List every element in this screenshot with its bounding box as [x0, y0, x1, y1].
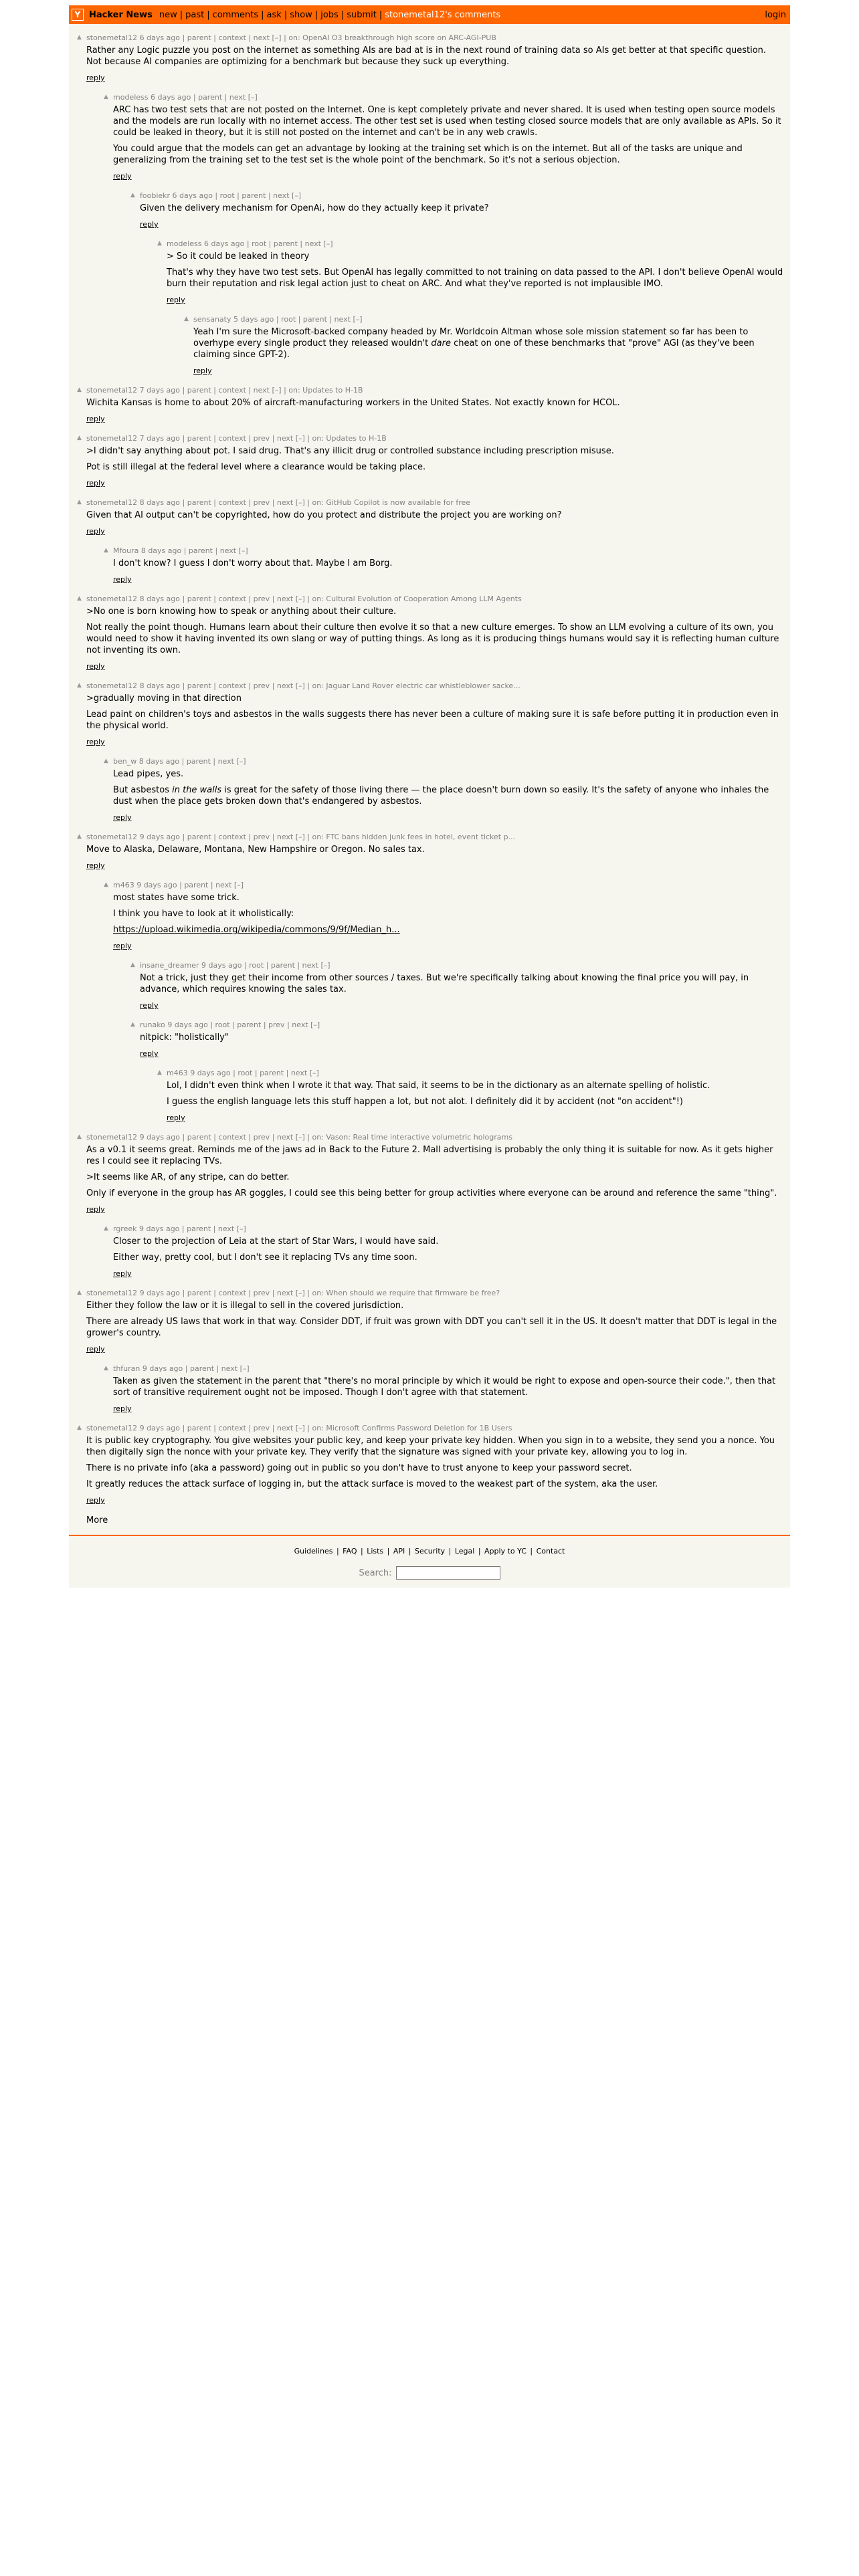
comment-text: That's why they have two test sets. But OpenAI has legally committed to not training on data passed to the API. I don't believe OpenAI would burn their reputation and risk legal action just to cheat on ARC. And what they've reported is not implausible IMO.	[167, 267, 783, 289]
comment	[69, 1133, 790, 1215]
nav-link[interactable]: stonemetal12's comments	[385, 9, 501, 20]
upvote-arrow-icon[interactable]: ▲	[130, 192, 135, 199]
comment-text: Either they follow the law or it is illegal to sell in the covered jurisdiction.	[86, 1301, 404, 1311]
comment-text: ARC has two test sets that are not posted on the Internet. One is kept completely private and never shared. It is used when testing open source models and the models are run locally with no internet access. The other test set is used when testing closed source models that are only available as APIs. So it could be leaked in theory, but it is still not posted on the internet and can't be in any web crawls.	[113, 105, 781, 138]
comment-meta[interactable]: modeless 6 days ago | parent | next [–]	[113, 93, 258, 102]
comment-text: As a v0.1 it seems great. Reminds me of the jaws ad in Back to the Future 2. Mall advertising is probably the only thing it is suitable for now. As it gets higher res I could see it replacing TVs.	[86, 1145, 773, 1166]
comment	[69, 191, 790, 230]
footer-separator: |	[527, 1547, 535, 1555]
upvote-arrow-icon[interactable]: ▲	[77, 1289, 82, 1296]
upvote-arrow-icon[interactable]: ▲	[130, 962, 135, 968]
upvote-arrow-icon[interactable]: ▲	[77, 1134, 82, 1140]
upvote-arrow-icon[interactable]: ▲	[77, 499, 82, 506]
footer-separator: |	[476, 1547, 484, 1555]
search-row	[69, 1566, 790, 1580]
reply-link[interactable]: reply	[167, 1113, 185, 1122]
comment-text: most states have some trick.	[113, 893, 240, 903]
comment	[69, 93, 790, 182]
comment	[69, 33, 790, 84]
comment-text: Given the delivery mechanism for OpenAi, how do they actually keep it private?	[140, 203, 489, 213]
comment-meta[interactable]: sensanaty 5 days ago | root | parent | next [–]	[193, 315, 363, 324]
upvote-arrow-icon[interactable]: ▲	[104, 94, 108, 100]
comment-meta[interactable]: stonemetal12 6 days ago | parent | context | next [–] | on: OpenAI O3 breakthrough high score on ARC-AGI-PUB	[86, 33, 496, 42]
comment-meta[interactable]: stonemetal12 8 days ago | parent | context | prev | next [–] | on: Cultural Evolution of Cooperation Among LLM Agents	[86, 595, 522, 603]
comment-text: nitpick: "holistically"	[140, 1033, 229, 1043]
upvote-arrow-icon[interactable]: ▲	[104, 1225, 108, 1232]
comment-text: It greatly reduces the attack surface of logging in, but the attack surface is moved to the weakest part of the system, aka the user.	[86, 1479, 658, 1489]
comment-meta[interactable]: stonemetal12 9 days ago | parent | context | prev | next [–] | on: When should we require that firmware be free?	[86, 1289, 500, 1297]
footer-link[interactable]: Apply to YC	[484, 1547, 527, 1555]
comment	[69, 315, 790, 377]
reply-link[interactable]: reply	[140, 1001, 159, 1010]
comment-meta[interactable]: runako 9 days ago | root | parent | prev | next [–]	[140, 1021, 320, 1029]
footer-link[interactable]: FAQ	[343, 1547, 357, 1555]
comment-list	[69, 24, 790, 1506]
upvote-arrow-icon[interactable]: ▲	[157, 240, 162, 247]
comment	[69, 498, 790, 537]
comment-text: Either way, pretty cool, but I don't see it replacing TVs any time soon.	[113, 1253, 417, 1263]
comment	[69, 1424, 790, 1506]
nav-link[interactable]: show	[290, 9, 312, 20]
footer-link[interactable]: Guidelines	[294, 1547, 333, 1555]
reply-link[interactable]: reply	[86, 479, 105, 488]
comment-meta[interactable]: stonemetal12 8 days ago | parent | context | prev | next [–] | on: GitHub Copilot is now available for free	[86, 498, 471, 507]
comment-text: I don't know? I guess I don't worry about that. Maybe I am Borg.	[113, 558, 393, 568]
comment-text: >I didn't say anything about pot. I said drug. That's any illicit drug or controlled substance including prescription misuse.	[86, 446, 614, 456]
comment	[69, 961, 790, 1011]
comment-text: I guess the english language lets this stuff happen a lot, but not alot. I definitely did it by accident (not "on accident"!)	[167, 1097, 683, 1107]
reply-link[interactable]: reply	[113, 172, 132, 181]
comment-text: Move to Alaska, Delaware, Montana, New Hampshire or Oregon. No sales tax.	[86, 845, 425, 855]
comment-meta[interactable]: thfuran 9 days ago | parent | next [–]	[113, 1364, 250, 1373]
upvote-arrow-icon[interactable]: ▲	[77, 387, 82, 393]
more-link[interactable]: More	[86, 1515, 108, 1525]
comment-text: Not really the point though. Humans learn about their culture then evolve it so that a new culture emerges. To show an LLM evolving a culture of its own, you would need to show it having invented its own slang or way of putting things. As long as it is producing things humans would say it is reflecting human culture not inventing its own.	[86, 623, 779, 655]
reply-link[interactable]: reply	[86, 1345, 105, 1354]
nav-link[interactable]: ask	[266, 9, 282, 20]
comment	[69, 1364, 790, 1414]
footer-links	[69, 1547, 790, 1555]
reply-link[interactable]: reply	[86, 662, 105, 671]
footer-link[interactable]: API	[393, 1547, 405, 1555]
nav-link[interactable]: past	[185, 9, 205, 20]
comment-meta[interactable]: stonemetal12 9 days ago | parent | context | prev | next [–] | on: Microsoft Confirms Password Deletion for 1B Users	[86, 1424, 512, 1432]
reply-link[interactable]: reply	[113, 942, 132, 950]
comment	[69, 434, 790, 489]
comment-meta[interactable]: stonemetal12 9 days ago | parent | context | prev | next [–] | on: FTC bans hidden junk fees in hotel, event ticket p...	[86, 833, 516, 841]
comment-link[interactable]: https://upload.wikimedia.org/wikipedia/commons/9/9f/Median_h...	[113, 925, 400, 935]
upvote-arrow-icon[interactable]: ▲	[77, 595, 82, 602]
reply-link[interactable]: reply	[86, 527, 105, 536]
nav-separator: |	[341, 9, 345, 20]
upvote-arrow-icon[interactable]: ▲	[104, 881, 108, 888]
reply-link[interactable]: reply	[86, 74, 105, 82]
upvote-arrow-icon[interactable]: ▲	[104, 547, 108, 554]
comment-text: I think you have to look at it wholistically:	[113, 909, 294, 919]
comment-meta[interactable]: m463 9 days ago | parent | next [–]	[113, 881, 244, 889]
nav-separator: |	[284, 9, 288, 20]
page-container	[69, 5, 790, 1588]
comment-text: Not a trick, just they get their income from other sources / taxes. But we're specifically talking about knowing the final price you will pay, in advance, which requires knowing the sales tax.	[140, 973, 749, 994]
footer-separator: |	[446, 1547, 454, 1555]
upvote-arrow-icon[interactable]: ▲	[184, 316, 189, 322]
nav-link[interactable]: new	[159, 9, 177, 20]
comment	[69, 757, 790, 823]
comment-text: Lead paint on children's toys and asbestos in the walls suggests there has never been a culture of making sure it is safe before putting it in production even in the physical world.	[86, 710, 779, 731]
comment-text: >gradually moving in that direction	[86, 693, 242, 704]
comment	[69, 386, 790, 425]
comment-meta[interactable]: insane_dreamer 9 days ago | root | parent | next [–]	[140, 961, 330, 970]
comment-meta[interactable]: stonemetal12 7 days ago | parent | context | prev | next [–] | on: Updates to H-1B	[86, 434, 387, 443]
comment-text: You could argue that the models can get an advantage by looking at the training set which is on the internet. But all of the tasks are unique and generalizing from the training set to the test set is the whole point of the benchmark. So it's not a serious objection.	[113, 144, 743, 165]
comment	[69, 833, 790, 871]
comment-meta[interactable]: stonemetal12 9 days ago | parent | context | prev | next [–] | on: Vason: Real time interactive volumetric holograms	[86, 1133, 512, 1142]
comment-text: There is no private info (aka a password) going out in public so you don't have to trust anyone to keep your password secret.	[86, 1463, 632, 1473]
comment	[69, 681, 790, 748]
comment-text: Given that AI output can't be copyrighted, how do you protect and distribute the project you are working on?	[86, 510, 562, 520]
nav-separator: |	[314, 9, 318, 20]
comment-meta[interactable]: m463 9 days ago | root | parent | next [–]	[167, 1069, 319, 1077]
comment	[69, 546, 790, 585]
nav-separator: |	[179, 9, 183, 20]
comment-text: There are already US laws that work in that way. Consider DDT, if fruit was grown with DDT you can't sell it in the US. It doesn't matter that DDT is legal in the grower's country.	[86, 1317, 777, 1338]
comment	[69, 1069, 790, 1123]
footer-separator: |	[334, 1547, 342, 1555]
comment-text: Lol, I didn't even think when I wrote it that way. That said, it seems to be in the dictionary as an alternate spelling of holistic.	[167, 1081, 710, 1091]
footer-separator: |	[406, 1547, 413, 1555]
comment	[69, 595, 790, 672]
reply-link[interactable]: reply	[86, 1496, 105, 1505]
reply-link[interactable]: reply	[113, 813, 132, 822]
emphasis-text: dare	[431, 338, 451, 348]
comment	[69, 1289, 790, 1355]
comment-meta[interactable]: foobiekr 6 days ago | root | parent | next [–]	[140, 191, 302, 200]
nav-separator: |	[379, 9, 383, 20]
comment-meta[interactable]: Mfoura 8 days ago | parent | next [–]	[113, 546, 248, 555]
nav-link[interactable]: jobs	[320, 9, 339, 20]
comment-text: Only if everyone in the group has AR goggles, I could see this being better for group activities where everyone can be around and reference the same "thing".	[86, 1188, 777, 1198]
nav-separator: |	[261, 9, 264, 20]
upvote-arrow-icon[interactable]: ▲	[104, 758, 108, 764]
comment-meta[interactable]: rgreek 9 days ago | parent | next [–]	[113, 1224, 246, 1233]
upvote-arrow-icon[interactable]: ▲	[77, 34, 82, 41]
upvote-arrow-icon[interactable]: ▲	[130, 1021, 135, 1028]
comment-text: > So it could be leaked in theory	[167, 251, 310, 261]
reply-link[interactable]: reply	[86, 738, 105, 746]
yc-logo-icon[interactable]: Y	[72, 9, 84, 21]
search-input[interactable]	[396, 1566, 500, 1580]
upvote-arrow-icon[interactable]: ▲	[77, 1424, 82, 1431]
upvote-arrow-icon[interactable]: ▲	[77, 682, 82, 689]
comment-meta[interactable]: ben_w 8 days ago | parent | next [–]	[113, 757, 246, 766]
comment-text: It is public key cryptography. You give websites your public key, and keep your private key hidden. When you sign in to a website, they send you a nonce. You then digitally sign the nonce with your private key. They verify that the signature was signed with your private key, allowing you to log in.	[86, 1436, 775, 1457]
reply-link[interactable]: reply	[113, 1404, 132, 1413]
reply-link[interactable]: reply	[140, 1049, 159, 1058]
comment-text: Wichita Kansas is home to about 20% of aircraft-manufacturing workers in the United States. Not exactly known for HCOL.	[86, 398, 620, 408]
reply-link[interactable]: reply	[113, 575, 132, 584]
comment-meta[interactable]: modeless 6 days ago | root | parent | next [–]	[167, 239, 333, 248]
footer-link[interactable]: Legal	[454, 1547, 475, 1555]
comment	[69, 239, 790, 306]
comment	[69, 881, 790, 952]
footer	[69, 1535, 790, 1588]
reply-link[interactable]: reply	[86, 861, 105, 870]
upvote-arrow-icon[interactable]: ▲	[77, 833, 82, 840]
upvote-arrow-icon[interactable]: ▲	[77, 435, 82, 441]
reply-link[interactable]: reply	[113, 1269, 132, 1278]
nav-links	[159, 10, 500, 20]
comment-text: Pot is still illegal at the federal level where a clearance would be taking place.	[86, 462, 426, 472]
footer-separator: |	[385, 1547, 392, 1555]
header-bar	[69, 5, 790, 24]
comment	[69, 1021, 790, 1059]
comment-text: Lead pipes, yes.	[113, 769, 184, 779]
nav-separator: |	[207, 9, 210, 20]
comment-text: Closer to the projection of Leia at the start of Star Wars, I would have said.	[113, 1237, 439, 1247]
comment-text: >No one is born knowing how to speak or anything about their culture.	[86, 607, 397, 617]
reply-link[interactable]: reply	[86, 1205, 105, 1214]
comment	[69, 1224, 790, 1279]
footer-link[interactable]: Lists	[367, 1547, 384, 1555]
reply-link[interactable]: reply	[86, 415, 105, 423]
comment-text: But asbestos in the walls is great for the safety of those living there — the place doesn't burn down so easily. It's the safety of anyone who inhales the dust when the place gets broken down that's endangered by asbestos.	[113, 785, 769, 807]
footer-separator: |	[358, 1547, 366, 1555]
search-label: Search:	[359, 1568, 392, 1578]
reply-link[interactable]: reply	[140, 220, 159, 229]
emphasis-text: in the walls	[172, 785, 222, 795]
reply-link[interactable]: reply	[167, 296, 185, 304]
nav-link[interactable]: comments	[212, 9, 259, 20]
comment-text	[113, 924, 783, 936]
reply-link[interactable]: reply	[193, 366, 212, 375]
site-name-link[interactable]: Hacker News	[89, 9, 153, 20]
comment-text: Taken as given the statement in the parent that "there's no moral principle by which it would be right to expose and open-source their code.", then that sort of transitive requirement ought not be imposed. Though I don't agree with that statement.	[113, 1376, 776, 1398]
footer-link[interactable]: Security	[414, 1547, 446, 1555]
comment-text: >It seems like AR, of any stripe, can do better.	[86, 1172, 290, 1182]
comment-text: Rather any Logic puzzle you post on the internet as something AIs are bad at is in the next round of training data so AIs get better at that specific question. Not because AI companies are optimizing for a benchmark but because they suck up everything.	[86, 45, 767, 67]
upvote-arrow-icon[interactable]: ▲	[157, 1069, 162, 1076]
comment-meta[interactable]: stonemetal12 7 days ago | parent | context | next [–] | on: Updates to H-1B	[86, 386, 363, 395]
comment-text: Yeah I'm sure the Microsoft-backed company headed by Mr. Worldcoin Altman whose sole mission statement so far has been to overhype every single product they released wouldn't dare cheat on one of these benchmarks that "prove" AGI (as they've been claiming since GPT-2).	[193, 327, 755, 360]
footer-link[interactable]: Contact	[536, 1547, 565, 1555]
login-link[interactable]: login	[765, 9, 786, 20]
comment-meta[interactable]: stonemetal12 8 days ago | parent | context | prev | next [–] | on: Jaguar Land Rover electric car whistleblower sacke...	[86, 681, 520, 690]
nav-link[interactable]: submit	[347, 9, 377, 20]
upvote-arrow-icon[interactable]: ▲	[104, 1365, 108, 1372]
